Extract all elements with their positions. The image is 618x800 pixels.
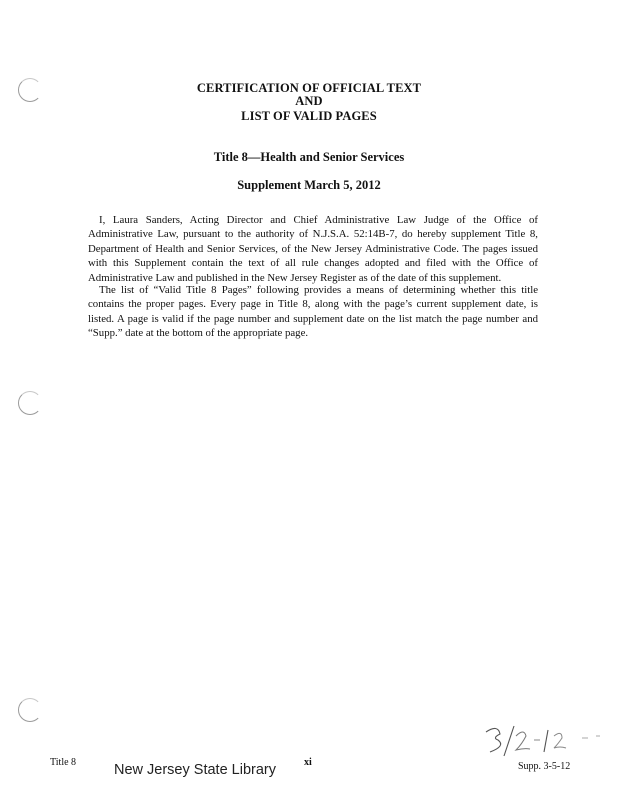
footer-title: Title 8 bbox=[50, 757, 77, 768]
handwritten-date-signature bbox=[478, 722, 608, 762]
library-stamp: New Jersey State Library bbox=[114, 762, 276, 778]
punch-hole-bottom bbox=[18, 698, 42, 722]
footer-supplement: Supp. 3-5-12 bbox=[518, 761, 571, 772]
valid-pages-heading: LIST OF VALID PAGES bbox=[241, 109, 377, 123]
supplement-date: Supplement March 5, 2012 bbox=[237, 178, 381, 192]
footer-page-number: xi bbox=[304, 757, 312, 768]
certification-paragraph: I, Laura Sanders, Acting Director and Chief Administrative Law Judge of the Office of Administrative Law, pursuant to the authority of N.J.S.A. 52:14B-7, do hereby supplement Title 8, Department of Health and Senior Services, of the New Jersey Administrative Code. The pages issued with this Supplement contain the text of all rule changes adopted and filed with the Office of Administrative Law and published in the New Jersey Register as of the date of this supplement. bbox=[88, 214, 538, 284]
punch-hole-middle bbox=[18, 391, 42, 415]
heading-and: AND bbox=[295, 94, 323, 108]
certification-heading: CERTIFICATION OF OFFICIAL TEXT bbox=[196, 81, 422, 95]
valid-pages-paragraph: The list of “Valid Title 8 Pages” following provides a means of determining whether this title contains the proper pages. Every page in Title 8, along with the page’s current supplement date, is listed. A page is valid if the page number and supplement date on the list match the page number and “Supp.” date at the bottom of the appropriate page. bbox=[88, 284, 538, 340]
title-subtitle: Title 8—Health and Senior Services bbox=[213, 150, 405, 164]
